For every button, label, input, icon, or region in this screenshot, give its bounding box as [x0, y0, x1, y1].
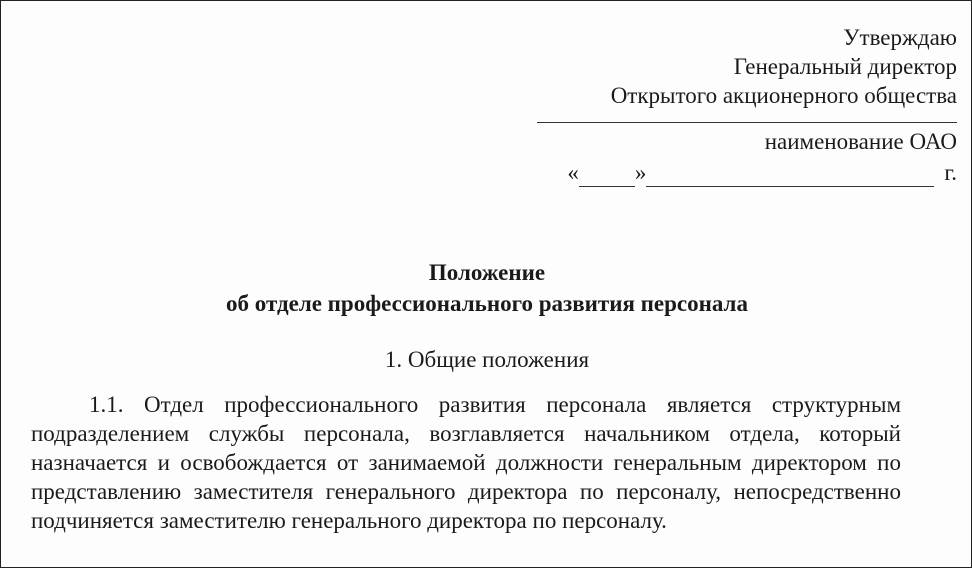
document-title	[1, 257, 972, 319]
approve-label: Утверждаю	[843, 25, 957, 50]
date-day-blank	[579, 166, 635, 187]
approval-block	[537, 23, 957, 187]
date-open-quote: «	[567, 160, 579, 185]
title-line-2: об отделе профессионального развития персонала	[226, 291, 748, 316]
date-line	[537, 158, 957, 187]
date-month-blank	[646, 166, 934, 187]
clause-paragraph: 1.1. Отдел профессионального развития персонала является структурным подразделением службы персонала, возглавляется начальником отдела, который назначается и освобождается от занимаемой должности генеральным директором по представлению заместителя генерального директора по персоналу, непосредственно подчиняется заместителю генерального директора по персоналу.	[31, 392, 901, 533]
section-heading: 1. Общие положения	[384, 347, 590, 372]
organization-caption: наименование ОАО	[764, 129, 957, 154]
director-position: Генеральный директор	[733, 54, 957, 79]
title-line-1: Положение	[428, 260, 546, 285]
date-close-quote: »	[634, 160, 647, 185]
organization-blank-line	[537, 122, 957, 123]
organization-name: Открытого акционерного общества	[610, 83, 957, 108]
date-year-suffix: г.	[944, 160, 957, 185]
